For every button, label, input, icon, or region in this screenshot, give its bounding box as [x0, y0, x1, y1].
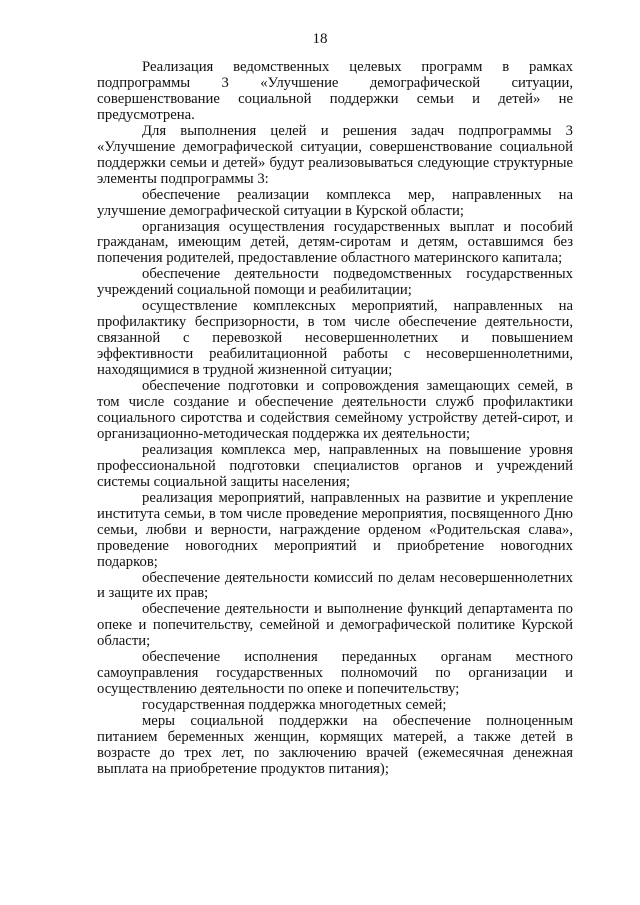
paragraph-5: обеспечение деятельности подведомственных государственных учреждений социальной помощи и реабилитации; [97, 266, 573, 299]
paragraph-7: обеспечение подготовки и сопровождения замещающих семей, в том числе создание и обеспечение деятельности служб профилактики социального сиротства и содействия семейному устройству детей-сирот, и организационно-методическая поддержка их деятельности; [97, 378, 573, 442]
page-number: 18 [312, 31, 328, 47]
paragraph-11: обеспечение деятельности и выполнение функций департамента по опеке и попечительству, семейной и демографической политике Курской области; [97, 601, 573, 650]
paragraph-4: организация осуществления государственных выплат и пособий гражданам, имеющим детей, детям-сиротам и детям, оставшимся без попечения родителей, предоставление областного материнского капитала; [97, 218, 573, 267]
paragraph-2: Для выполнения целей и решения задач подпрограммы 3 «Улучшение демографической ситуации, совершенствование социальной поддержки семьи и детей» будут реализовываться следующие структурные элементы подпрограммы 3: [97, 122, 573, 187]
paragraph-1: Реализация ведомственных целевых программ в рамках подпрограммы 3 «Улучшение демографической ситуации, совершенствование социальной поддержки семьи и детей» не предусмотрена. [97, 59, 573, 123]
document-body [97, 60, 573, 778]
paragraph-10: обеспечение деятельности комиссий по делам несовершеннолетних и защите их прав; [97, 569, 573, 602]
paragraph-3: обеспечение реализации комплекса мер, направленных на улучшение демографической ситуации в Курской области; [97, 186, 573, 219]
paragraph-6: осуществление комплексных мероприятий, направленных на профилактику беспризорности, в том числе обеспечение деятельности, связанной с перевозкой несовершеннолетних и повышением эффективности реабилитационной работы с несовершеннолетними, находящимися в трудной жизненной ситуации; [97, 298, 573, 379]
paragraph-13: государственная поддержка многодетных семей; [142, 697, 447, 714]
paragraph-9: реализация мероприятий, направленных на развитие и укрепление института семьи, в том числе проведение мероприятия, посвященного Дню семьи, любви и верности, награждение орденом «Родительская слава», проведение новогодних мероприятий и приобретение новогодних подарков; [97, 489, 573, 570]
paragraph-14: меры социальной поддержки на обеспечение полноценным питанием беременных женщин, кормящих матерей, а также детей в возрасте до трех лет, по заключению врачей (ежемесячная денежная выплата на приобретение продуктов питания); [97, 713, 573, 777]
paragraph-8: реализация комплекса мер, направленных на повышение уровня профессиональной подготовки специалистов органов и учреждений системы социальной защиты населения; [97, 441, 573, 490]
paragraph-12: обеспечение исполнения переданных органам местного самоуправления государственных полномочий по организации и осуществлению деятельности по опеке и попечительству; [97, 649, 573, 698]
